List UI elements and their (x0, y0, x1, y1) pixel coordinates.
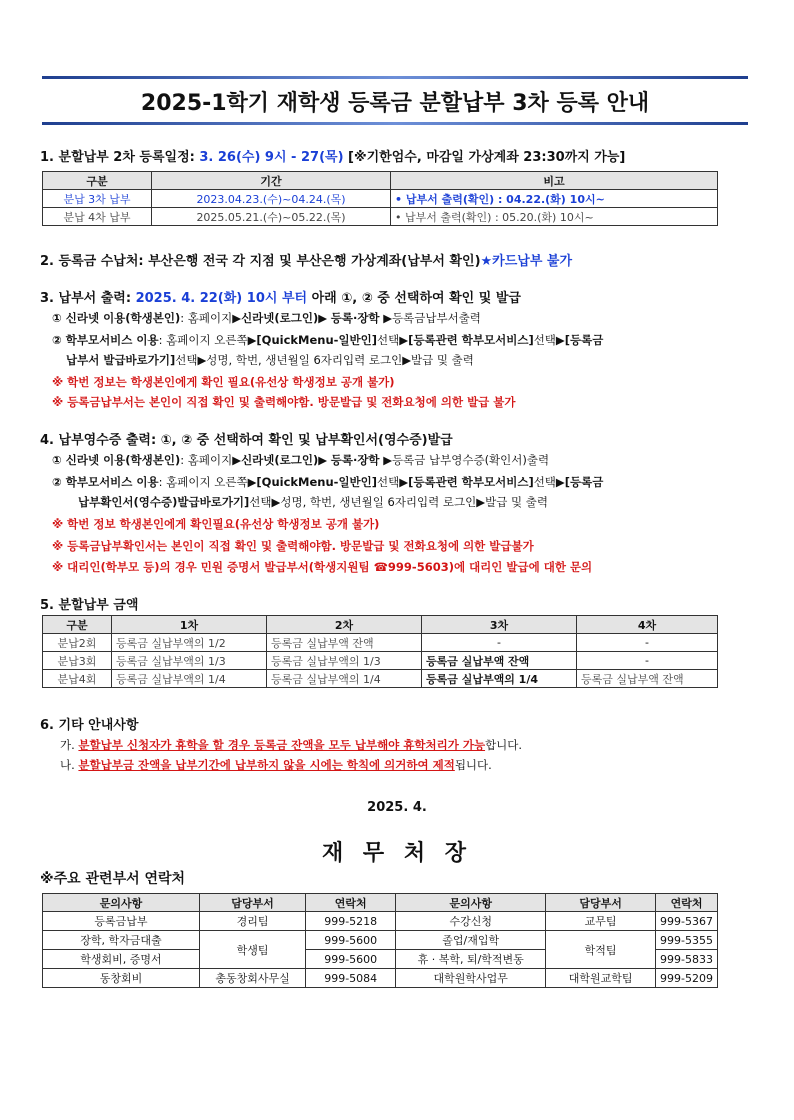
doc-date: 2025. 4. (367, 800, 427, 815)
s3-l1-a: ① 신라넷 이용(학생본인) (52, 311, 181, 325)
cell: 999-5209 (656, 969, 718, 988)
s4-l2-f: 선택▶ (533, 475, 565, 489)
s3-l2-c: [QuickMenu-일반인] (256, 333, 378, 347)
cell: 2023.04.23.(수)~04.24.(목) (152, 190, 391, 208)
th-1st: 1차 (112, 616, 267, 634)
page-title: 2025-1학기 재학생 등록금 분할납부 3차 등록 안내 (140, 91, 650, 116)
title-banner (42, 76, 748, 126)
contacts-heading: ※주요 관련부서 연락처 (40, 871, 186, 887)
schedule-table (42, 171, 718, 226)
cell: 교무팀 (546, 912, 656, 931)
cell: - (577, 634, 718, 652)
cell: 등록금 실납부액의 1/2 (112, 634, 267, 652)
s3-line-1 (52, 310, 481, 326)
cell: - (577, 652, 718, 670)
cell: 수강신청 (396, 912, 546, 931)
cell: 등록금 실납부액의 1/4 (422, 670, 577, 688)
contacts-table (42, 893, 718, 988)
th-gubun: 구분 (43, 172, 152, 190)
cell: 999-5600 (306, 950, 396, 969)
table-row (43, 634, 718, 652)
s6-l2-b: 분할납부금 잔액을 납부기간에 납부하지 않을 시에는 학칙에 의거하여 제적 (78, 758, 455, 772)
s4-l3-b: 선택▶성명, 학번, 생년월일 6자리입력 로그인▶발급 및 출력 (249, 495, 548, 509)
s3-head-a: 3. 납부서 출력: (40, 291, 136, 306)
th-period: 기간 (152, 172, 391, 190)
table-row (43, 208, 718, 226)
s2-head-a: 2. 등록금 수납처: 부산은행 전국 각 지점 및 부산은행 가상계좌(납부서 확인) (40, 254, 481, 269)
th-inquiry-2: 문의사항 (396, 894, 546, 912)
section-1-heading (40, 146, 625, 165)
s3-head-c: 아래 ①, ② 중 선택하여 확인 및 발급 (307, 291, 521, 306)
table-row (43, 969, 718, 988)
cell: • 납부서 출력(확인) : 05.20.(화) 10시~ (391, 208, 718, 226)
cell: 총동창회사무실 (199, 969, 305, 988)
s3-l2-e: [등록관련 학부모서비스] (408, 333, 534, 347)
s6-l1-a: 가. (60, 738, 79, 752)
s6-line-1 (60, 737, 522, 753)
cell: 등록금 실납부액 잔액 (422, 652, 577, 670)
cell: 999-5218 (306, 912, 396, 931)
table-row (43, 931, 718, 950)
cell: 등록금 실납부액의 1/3 (267, 652, 422, 670)
section-4-heading: 4. 납부영수증 출력: ①, ② 중 선택하여 확인 및 납부확인서(영수증)발급 (40, 433, 453, 448)
th-contact: 연락처 (306, 894, 396, 912)
section-3-heading (40, 287, 521, 306)
s4-l2-d: 선택▶ (377, 475, 409, 489)
cell: 장학, 학자금대출 (43, 931, 200, 950)
cell: 학생회비, 증명서 (43, 950, 200, 969)
s4-l1-a: ① 신라넷 이용(학생본인) (52, 453, 181, 467)
cell: 2025.05.21.(수)~05.22.(목) (152, 208, 391, 226)
s6-l1-b: 분할납부 신청자가 휴학을 할 경우 등록금 잔액을 모두 납부해야 휴학처리가 가능 (78, 738, 486, 752)
cell: 학생팀 (199, 931, 305, 969)
s3-date: 2025. 4. 22(화) 10시 부터 (135, 291, 308, 306)
cell: 999-5084 (306, 969, 396, 988)
s3-l2-a: ② 학부모서비스 이용 (52, 333, 159, 347)
s3-line-3 (66, 352, 474, 368)
th-dept-2: 담당부서 (546, 894, 656, 912)
cell: 동창회비 (43, 969, 200, 988)
s6-l2-c: 됩니다. (454, 758, 492, 772)
cell: - (422, 634, 577, 652)
cell: 999-5600 (306, 931, 396, 950)
th-gubun: 구분 (43, 616, 112, 634)
table-row (43, 190, 718, 208)
th-note: 비고 (391, 172, 718, 190)
s3-l1-b: : 홈페이지▶ (180, 311, 242, 325)
cell: 999-5355 (656, 931, 718, 950)
s4-l1-e: 등록·장학 (330, 453, 380, 467)
cell: 대학원교학팀 (546, 969, 656, 988)
s4-l2-a: ② 학부모서비스 이용 (52, 475, 159, 489)
s4-l1-f: ▶등록금 납부영수증(확인서)출력 (379, 453, 550, 467)
s3-l1-d: ▶ (318, 311, 331, 325)
s3-l2-d: 선택▶ (377, 333, 409, 347)
cell: 등록금 실납부액의 1/4 (267, 670, 422, 688)
cell: • 납부서 출력(확인) : 04.22.(화) 10시~ (391, 190, 718, 208)
s4-l2-g: [등록금 (564, 475, 604, 489)
s1-head-a: 1. 분할납부 2차 등록일정: (40, 150, 200, 165)
s4-note-1: ※ 학번 정보 학생본인에게 확인필요(유선상 학생정보 공개 불가) (52, 517, 380, 531)
section-2-heading (40, 250, 572, 269)
th-inquiry: 문의사항 (43, 894, 200, 912)
s2-card-notice: ★카드납부 불가 (480, 254, 573, 269)
installment-table (42, 615, 718, 688)
cell: 등록금 실납부액의 1/3 (112, 652, 267, 670)
s4-l2-e: [등록관련 학부모서비스] (408, 475, 534, 489)
table-row (43, 670, 718, 688)
s4-l1-d: ▶ (318, 453, 331, 467)
s3-l1-c: 신라넷(로그인) (241, 311, 319, 325)
s4-l1-b: : 홈페이지▶ (180, 453, 242, 467)
cell: 등록금납부 (43, 912, 200, 931)
s4-l3-a: 납부확인서(영수증)발급바로가기] (78, 495, 250, 509)
table-row (43, 912, 718, 931)
s4-l2-c: [QuickMenu-일반인] (256, 475, 378, 489)
s3-note-2: ※ 등록금납부서는 본인이 직접 확인 및 출력해야함. 방문발급 및 전화요청에 의한 발급 불가 (52, 395, 516, 409)
cell: 등록금 실납부액 잔액 (267, 634, 422, 652)
cell: 경리팀 (199, 912, 305, 931)
s1-schedule: 3. 26(수) 9시 - 27(목) (199, 150, 344, 165)
cell: 999-5367 (656, 912, 718, 931)
s3-l3-a: 납부서 발급바로가기] (66, 353, 176, 367)
s4-l2-b: : 홈페이지 오른쪽▶ (158, 475, 257, 489)
section-5-heading: 5. 분할납부 금액 (40, 598, 139, 613)
s3-l2-f: 선택▶ (533, 333, 565, 347)
title-rule-bottom (42, 122, 748, 125)
s3-l2-b: : 홈페이지 오른쪽▶ (158, 333, 257, 347)
s4-l1-c: 신라넷(로그인) (241, 453, 319, 467)
s3-l2-g: [등록금 (564, 333, 604, 347)
s6-l1-c: 합니다. (485, 738, 523, 752)
s4-note-3: ※ 대리인(학부모 등)의 경우 민원 증명서 발급부서(학생지원팀 ☎999-5603)에 대리인 발급에 대한 문의 (52, 560, 593, 574)
s4-line-2 (52, 474, 603, 490)
th-dept: 담당부서 (199, 894, 305, 912)
th-2nd: 2차 (267, 616, 422, 634)
s3-l3-b: 선택▶성명, 학번, 생년월일 6자리입력 로그인▶발급 및 출력 (175, 353, 474, 367)
th-4th: 4차 (577, 616, 718, 634)
s4-line-3 (78, 494, 548, 510)
s4-line-1 (52, 452, 549, 468)
cell: 분납3회 (43, 652, 112, 670)
table-row (43, 652, 718, 670)
cell: 휴 · 복학, 퇴/학적변동 (396, 950, 546, 969)
cell: 등록금 실납부액의 1/4 (112, 670, 267, 688)
s1-head-c: [※기한엄수, 마감일 가상계좌 23:30까지 가능] (343, 150, 626, 165)
s3-line-2 (52, 332, 603, 348)
cell: 대학원학사업무 (396, 969, 546, 988)
cell: 분납2회 (43, 634, 112, 652)
cell: 학적팀 (546, 931, 656, 969)
s3-l1-f: ▶등록금납부서출력 (379, 311, 481, 325)
cell: 분납4회 (43, 670, 112, 688)
cell: 등록금 실납부액 잔액 (577, 670, 718, 688)
s6-line-2 (60, 757, 492, 773)
signature: 재 무 처 장 (322, 841, 472, 866)
s6-l2-a: 나. (60, 758, 79, 772)
cell: 999-5833 (656, 950, 718, 969)
s3-l1-e: 등록·장학 (330, 311, 380, 325)
section-6-heading: 6. 기타 안내사항 (40, 718, 139, 733)
th-3rd: 3차 (422, 616, 577, 634)
s3-note-1: ※ 학번 정보는 학생본인에게 확인 필요(유선상 학생정보 공개 불가) (52, 375, 395, 389)
cell: 분납 3차 납부 (43, 190, 152, 208)
cell: 졸업/재입학 (396, 931, 546, 950)
cell: 분납 4차 납부 (43, 208, 152, 226)
th-contact-2: 연락처 (656, 894, 718, 912)
s4-note-2: ※ 등록금납부확인서는 본인이 직접 확인 및 출력해야함. 방문발급 및 전화요청에 의한 발급불가 (52, 539, 534, 553)
title-rule-top (42, 76, 748, 79)
